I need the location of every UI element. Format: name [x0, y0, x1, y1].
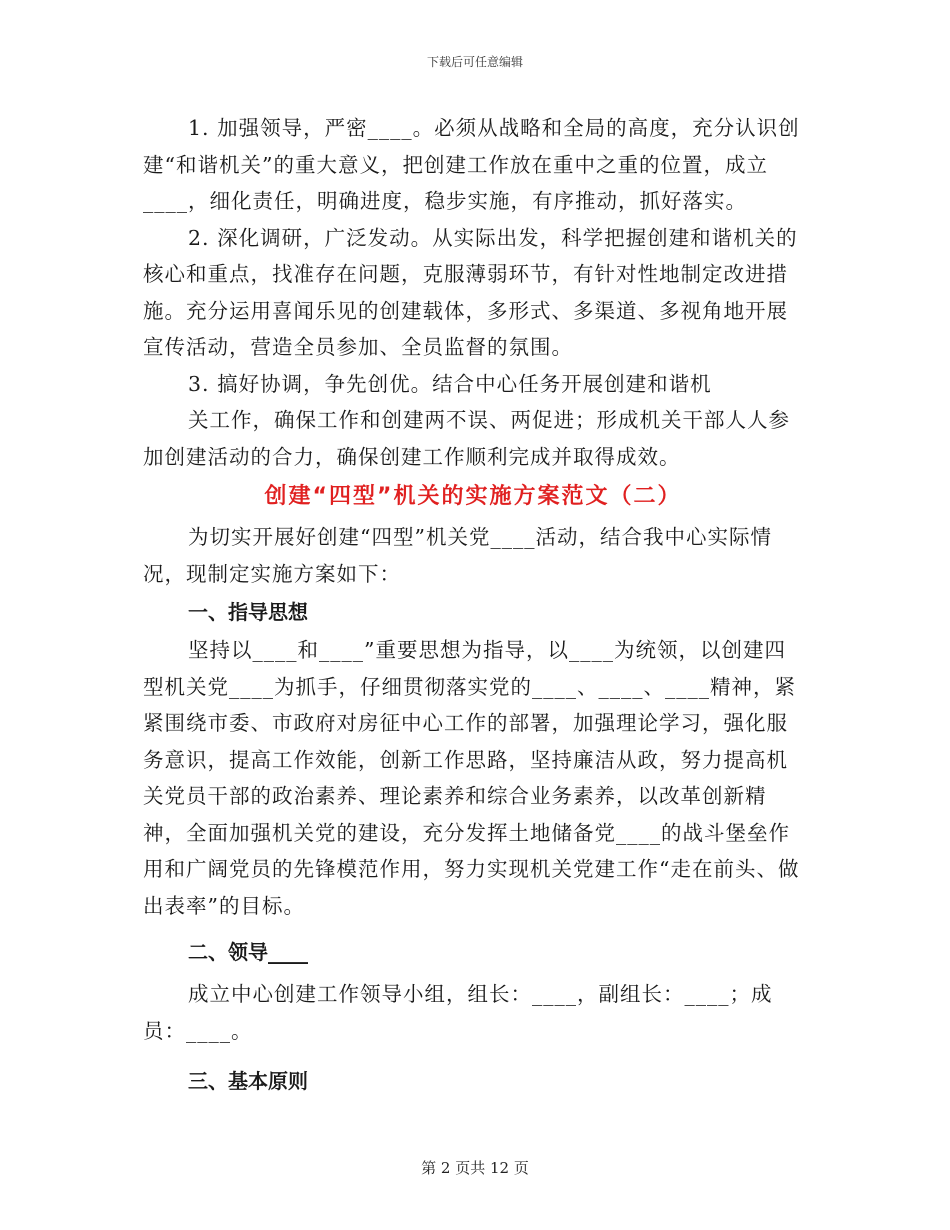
paragraph-guiding-ideology: 坚持以____和____”重要思想为指导，以____为统领，以创建四型机关党____为抓手，仔细贯彻落实党的____、____、____精神，紧紧围绕市委、市政府对房征中心工作的部署，加强理论学习，强化服务意识，提高工作效能，创新工作思路，坚持廉洁从政，努力提高机关党员干部的政治素养、理论素养和综合业务素养，以改革创新精神，全面加强机关党的建设，充分发挥土地储备党____的战斗堡垒作用和广阔党员的先锋模范作用，努力实现机关党建工作“走在前头、做出表率”的目标。: [143, 638, 800, 918]
paragraph-3b: 关工作，确保工作和创建两不误、两促进；形成机关干部人人参加创建活动的合力，确保创建工作顺利完成并取得成效。: [143, 408, 790, 469]
paragraph-leadership: 成立中心创建工作领导小组，组长：____，副组长：____；成员：____。: [143, 982, 773, 1043]
page-footer: 第 2 页共 12 页: [421, 1159, 529, 1177]
page-header: 下载后可任意编辑: [426, 55, 523, 69]
heading-leadership: 二、领导____: [188, 940, 308, 964]
intro-paragraph: 为切实开展好创建“四型”机关党____活动，结合我中心实际情况，现制定实施方案如下：: [143, 525, 772, 586]
heading-basic-principles: 三、基本原则: [188, 1069, 308, 1093]
section-title: 创建“四型”机关的实施方案范文（二）: [264, 484, 682, 509]
paragraph-3a: 3. 搞好协调，争先创优。结合中心任务开展创建和谐机: [188, 371, 712, 396]
document-body: [143, 110, 803, 1101]
heading-guiding-ideology: 一、指导思想: [188, 600, 308, 624]
paragraph-1: 1. 加强领导，严密____。必须从战略和全局的高度，充分认识创建“和谐机关”的重大意义，把创建工作放在重中之重的位置，成立____，细化责任，明确进度，稳步实施，有序推动，抓好落实。: [143, 116, 800, 213]
paragraph-2: 2. 深化调研，广泛发动。从实际出发，科学把握创建和谐机关的核心和重点，找准存在问题，克服薄弱环节，有针对性地制定改进措施。充分运用喜闻乐见的创建载体，多形式、多渠道、多视角地开展宣传活动，营造全员参加、全员监督的氛围。: [143, 225, 798, 359]
